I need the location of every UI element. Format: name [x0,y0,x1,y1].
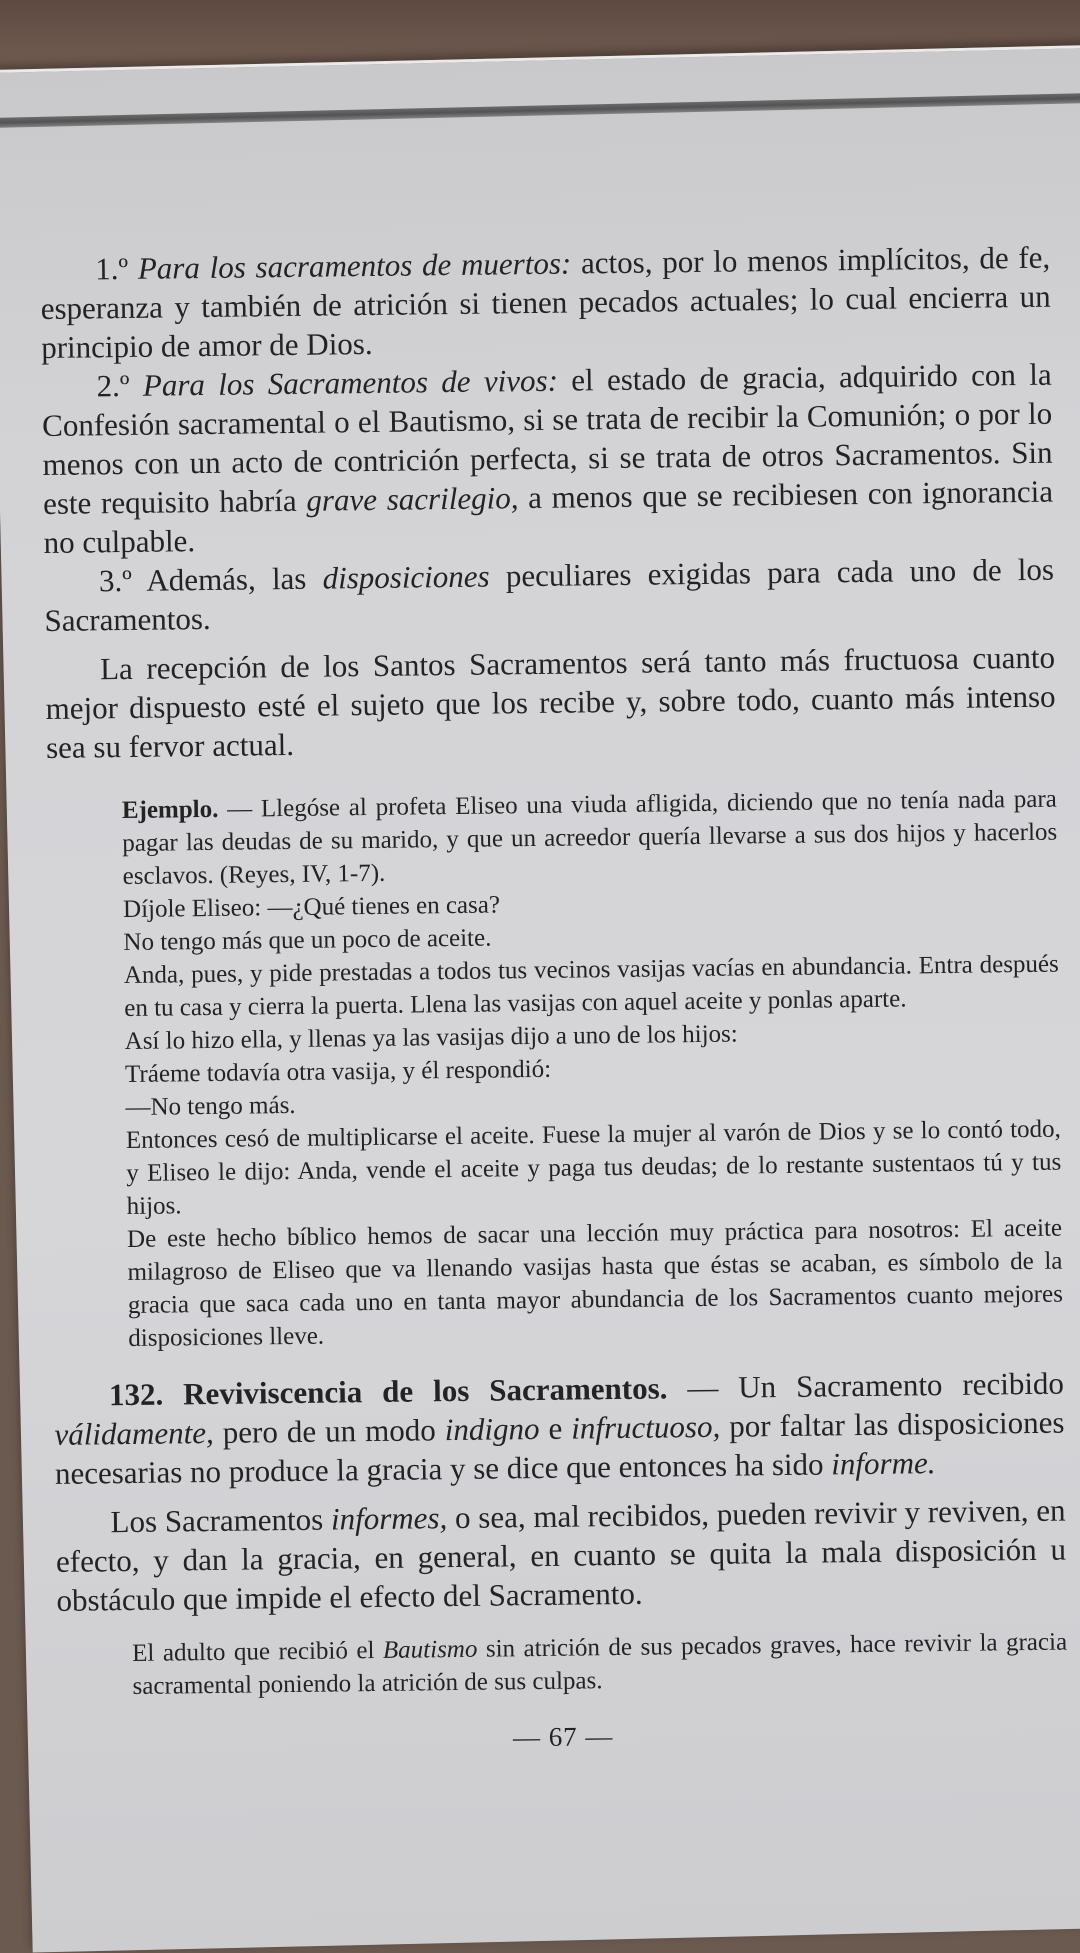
section-text: pero de un modo [222,1412,436,1450]
section-text: Un Sacramento recibido [738,1365,1065,1405]
section-emphasis: informe. [831,1445,936,1482]
paragraph-5-emphasis: informes, [330,1500,448,1537]
item-text-3b: peculiares exigidas para cada uno de los Sacramentos. [44,551,1055,638]
item-text-2: el estado de gracia, adquirido con la Confesión sacramental o el Bautismo, si se trata de recibir la Comunión; o por lo menos con un acto de contrición perfecta, si se trata de otros Sacramentos. Sin este requisito habría [41,356,1053,521]
section-emphasis: infructuoso, [571,1408,721,1446]
section-132 [54,1364,1065,1493]
note-block [132,1626,1068,1703]
note-text [132,1626,1068,1703]
section-emphasis: válidamente, [54,1414,214,1452]
item-number-1: 1.º [95,250,129,287]
example-block [122,783,1064,1355]
paragraph-4: La recepción de los Santos Sacramentos será tanto más fructuosa cuanto mejor dispuesto esté el sujeto que los recibe y, sobre todo, cuanto más intenso sea su fervor actual. [45,639,1056,765]
item-number-3: 3.º [98,562,133,599]
page-number: — 67 — [512,1721,614,1753]
example-dash: — [218,795,262,823]
example-line: Así lo hizo ella, y llenas ya las vasijas dijo a uno de los hijos: [124,1020,738,1056]
item-emphasis-2: grave sacrilegio, [306,480,519,518]
example-line: Anda, pues, y pide prestadas a todos tus vecinos vasijas vacías en abundancia. Entra después en tu casa y cierra la puerta. Llena las vasijas con aquel aceite y ponlas aparte. [123,950,1059,1023]
example-line: Díjole Eliseo: —¿Qué tienes en casa? [122,891,501,924]
note-emphasis: Bautismo [382,1635,478,1664]
example-line: Entonces cesó de multiplicarse el aceite. Fuese la mujer al varón de Dios y se lo contó todo, y Eliseo le dijo: Anda, vende el aceite y paga tus deudas; de lo restante sustentaos tú y tus hijos. [125,1115,1062,1221]
example-line: Tráeme todavía otra vasija, y él respondió: [124,1055,552,1089]
example-line: —No tengo más. [125,1091,296,1122]
paragraph-3 [44,550,1055,640]
paragraph-5-text: Los Sacramentos [110,1501,324,1540]
section-heading: 132. Reviviscencia de los Sacramentos. [108,1370,668,1413]
item-lead-1: Para los sacramentos de muertos: [137,245,572,286]
section-text: e [548,1410,563,1446]
example-line: De este hecho bíblico hemos de sacar una lección muy práctica para nosotros: El aceite milagroso de Eliseo que va llenando vasijas hasta que éstas se acaban, es símbolo de la gracia que saca cada uno en tanta mayor abundancia de los Sacramentos cuanto mejores disposiciones lleve. [126,1214,1063,1353]
item-emphasis-3: disposiciones [322,558,490,596]
section-emphasis: indigno [444,1410,540,1448]
example-line: No tengo más que un poco de aceite. [123,924,492,957]
paragraph-2 [41,355,1053,562]
page-text [40,238,1068,1759]
paragraph-1 [40,238,1051,367]
example-first-line [122,783,1058,893]
note-text-b: sin atrición de sus pecados graves, hace revivir la gracia sacramental poniendo la atrición de sus culpas. [132,1628,1068,1700]
paragraph-5-text: o sea, mal recibidos, pueden revivir y reviven, en efecto, y dan la gracia, en general, en cuanto se quita la mala disposición u obstáculo que impide el efecto del Sacramento. [55,1492,1067,1618]
example-intro: Llegóse al profeta Eliseo una viuda afligida, diciendo que no tenía nada para pagar las deudas de su marido, y que un acreedor quería llevarse a sus dos hijos y hacerlos esclavos. (Reyes, IV, 1-7). [122,785,1058,891]
item-number-2: 2.º [96,367,130,404]
section-dash: — [667,1369,739,1406]
item-text-3a: Además, las [146,560,307,598]
example-label: Ejemplo. [121,795,219,825]
section-text: por faltar las disposiciones necesarias no produce la gracia y se dice que entonces ha sido [54,1404,1065,1491]
item-lead-2: Para los Sacramentos de vivos: [142,362,559,403]
note-text-a: El adulto que recibió el [131,1637,375,1667]
item-text-1: actos, por lo menos implícitos, de fe, esperanza y también de atrición si tienen pecados actuales; lo cual encierra un principio de amor de Dios. [40,239,1051,365]
paragraph-5 [55,1491,1066,1620]
item-text-2b: a menos que se recibiesen con ignorancia no culpable. [43,473,1054,560]
page-top-edge [0,93,1080,128]
